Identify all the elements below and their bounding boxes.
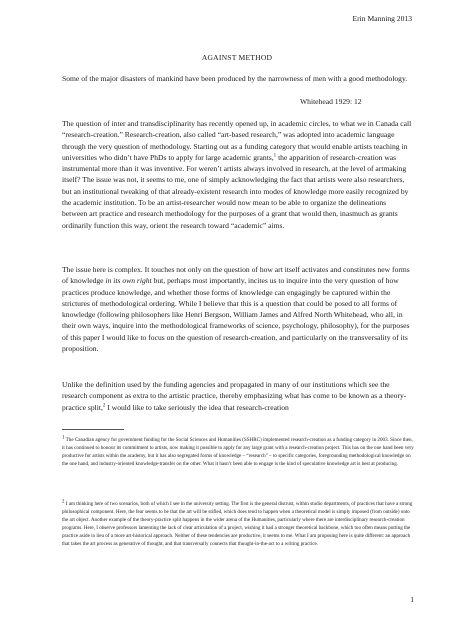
emphasis-text: in its own right	[105, 276, 152, 286]
body-paragraph-3	[62, 379, 412, 413]
footnote-text: I am thinking here of two scenarios, both of which I see in the university setting. The first is the general distrust, within studio departments, of practices that have a strong philosophical component. Here, the fear seems to be that the art will be stifled, which does tend to happen when a theoretical model is simply imposed (from outside) onto the art object. Another example of the theory-practice split happens in the wider arena of the Humanities, particularly where there are interdisciplinary research-creation programs. Here, I observe professors lamenting the lack of clear articulation of a project, wishing it had a stronger theoretical backbone, which too often means putting the practice aside in lieu of a more art-historical approach. Neither of these tendencies are productive, it seems to me. What I am proposing here is quite different: an approach that takes the art process as generative of thought, and that transversally connects that thought-in-the-act to a writing practice.	[62, 501, 413, 548]
paragraph-text: The question of inter and transdisciplinarity has recently opened up, in academic circles, to what we in Canada call “research-creation.” Research-creation, also called “art-based research,” was adopted into academic language through the very question of methodology. Starting out as a funding category that would enable artists teaching in universities who didn’t have PhDs to apply for large academic grants,	[62, 119, 412, 162]
paragraph-text: I would like to take seriously the idea that research-creation	[105, 402, 289, 412]
header-author-date: Erin Manning 2013	[352, 14, 412, 23]
footnote-number: 2	[62, 499, 65, 505]
footnote-number: 1	[62, 435, 65, 441]
footnote-ref-1[interactable]: 1	[273, 153, 277, 159]
footnote-separator	[62, 429, 124, 430]
epigraph-citation: Whitehead 1929: 12	[300, 97, 362, 106]
footnote-2	[62, 500, 414, 549]
paragraph-text: The issue here is complex. It touches not only on the question of how art itself activates and constitutes new forms of knowledge	[62, 265, 410, 286]
page-number: 1	[410, 595, 414, 604]
body-paragraph-2	[62, 264, 412, 354]
paragraph-text: but, perhaps most importantly, incites us to inquire into the very question of how practices produce knowledge, and whether those forms of knowledge can engagingly be captured within the strictures of methodological ordering. While I believe that this is a question that could be posed to all forms of knowledge (following philosophers like Henri Bergson, William James and Alfred North Whitehead, who all, in their own ways, inquire into the methodological frameworks of science, psychology, philosophy), for the purposes of this paper I would like to focus on the question of research-creation, and particularly on the transversality of its proposition.	[62, 276, 410, 354]
paragraph-text: the apparition of research-creation was instrumental more than it was inventive. For weren’t artists always involved in research, at the level of artmaking itself? The issue was not, it seems to me, one of simply acknowledging the fact that artists were also researchers, but an institutional tweaking of that already-existent research into modes of knowledge more easily recognized by the academic institution. To be an artist-researcher would now mean to be able to organize the delineations between art practice and research methodology for the purposes of a grant that would then, inasmuch as grants ordinarily function this way, orient the research toward “academic” aims.	[62, 152, 409, 230]
footnote-1	[62, 436, 414, 468]
page-title: AGAINST METHOD	[201, 53, 273, 62]
footnote-ref-2[interactable]: 2	[102, 403, 106, 409]
epigraph-quote: Some of the major disasters of mankind have been produced by the narrowness of men with a good methodology.	[62, 74, 408, 83]
body-paragraph-1	[62, 118, 412, 231]
footnote-text: The Canadian agency for government funding for the Social Sciences and Humanities (SSHRC) implemented research-creation as a funding category in 2003. Since then, it has continued to honour its commitment to artists, now making it possible to apply for any large grant with a research-creation project. This has on the one hand been very productive for artists within the academy, but it has also segregated forms of knowledge – “research” – to specific categories, foregrounding methodological knowledge on the one hand, and industry-oriented knowledge-transfer on the other. What it hasn’t been able to engage is the kind of speculative knowledge art is best at producing.	[62, 437, 414, 468]
paragraph-text: Unlike the definition used by the funding agencies and propagated in many of our institutions which see the research component as extra to the artistic practice, thereby emphasizing what has come to be known as a theory-practice split,	[62, 380, 407, 412]
